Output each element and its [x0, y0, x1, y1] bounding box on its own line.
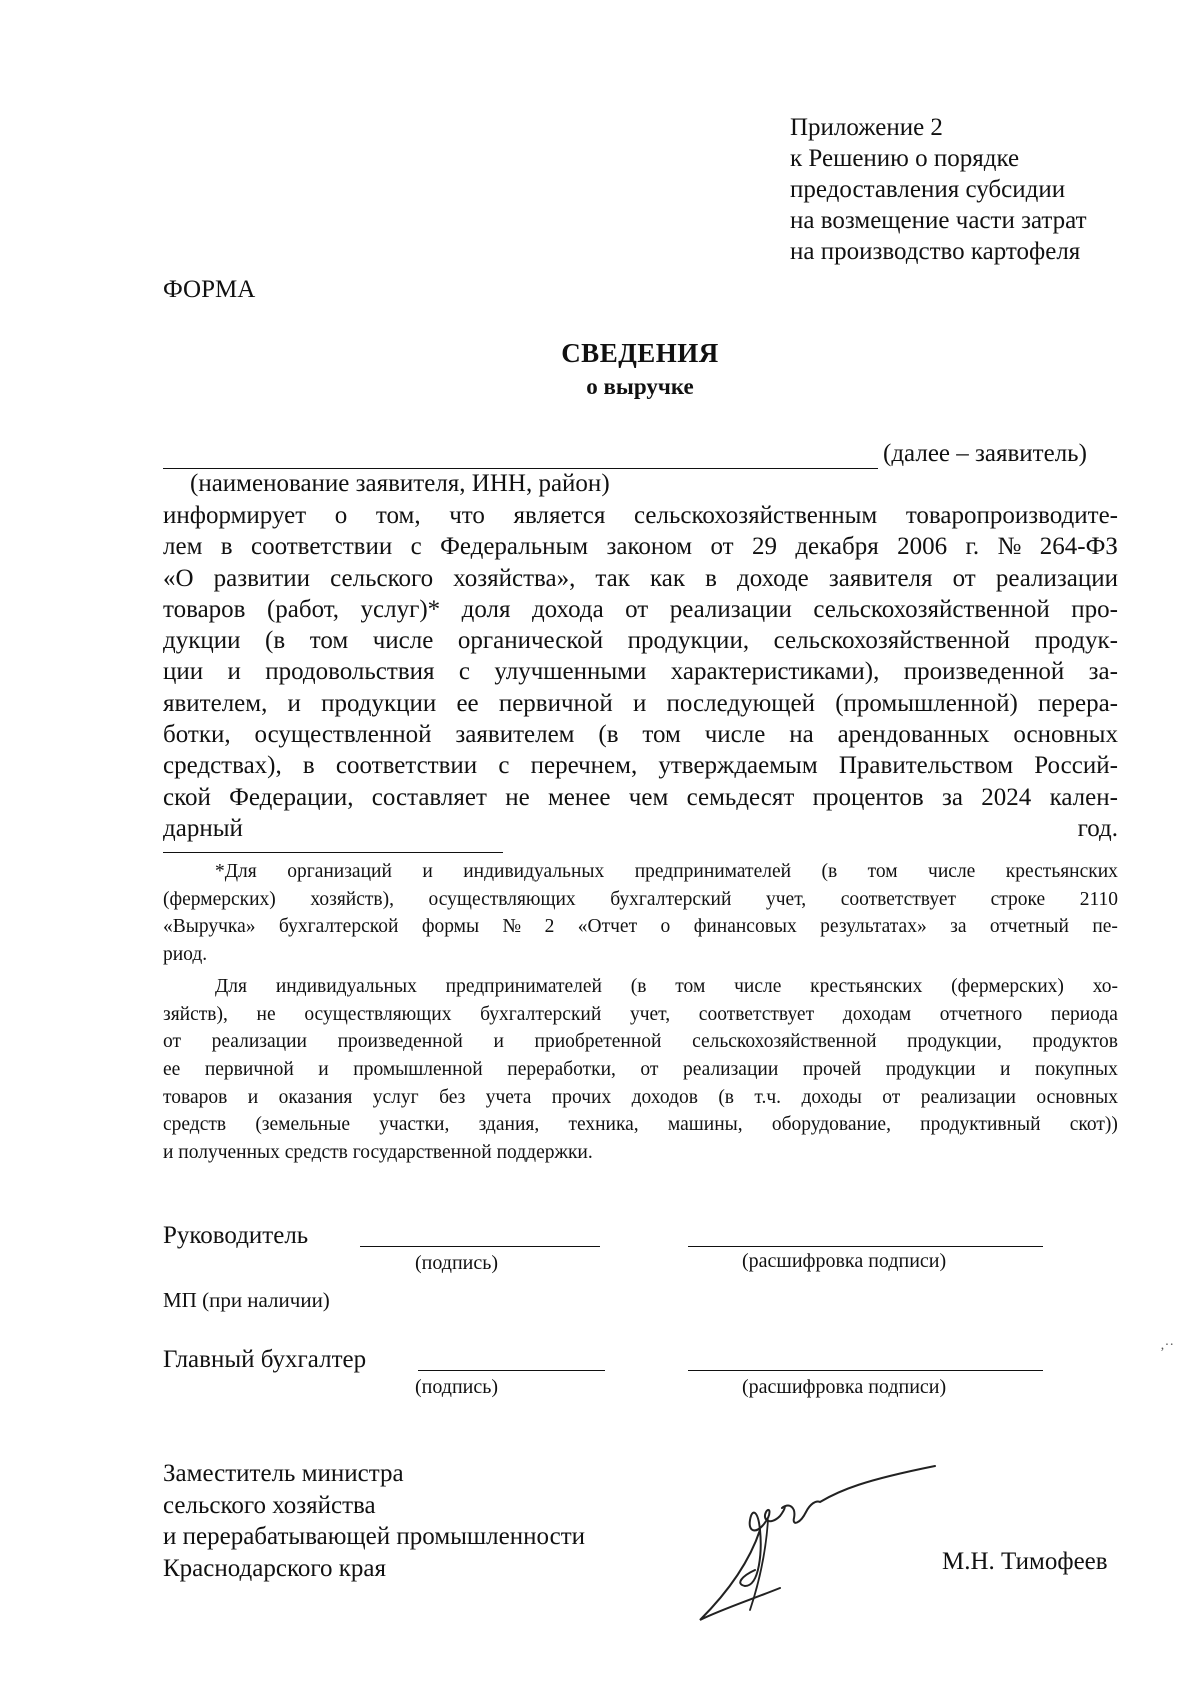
- official-position-line: Краснодарского края: [163, 1554, 386, 1582]
- footnote-line: средств (земельные участки, здания, техника, машины, оборудование, продуктивный скот)): [163, 1114, 1118, 1136]
- footnote-line: и полученных средств государственной поддержки.: [163, 1142, 593, 1164]
- footnote-line: (фермерских) хозяйств), осуществляющих бухгалтерский учет, соответствует строке 2110: [163, 888, 1118, 910]
- applicant-name-blank: [163, 468, 878, 469]
- appendix-line: предоставления субсидии: [790, 176, 1066, 203]
- body-paragraph: [163, 500, 1118, 844]
- body-line: ской Федерации, составляет не менее чем семьдесят процентов за 2024 кален-: [163, 783, 1118, 811]
- official-position: [163, 1458, 585, 1584]
- scan-mark: ‚··: [1160, 1338, 1174, 1353]
- appendix-header: [790, 112, 1087, 267]
- body-line: ции и продовольствия с улучшенными характеристиками), произведенной за-: [163, 658, 1118, 686]
- document-subtitle: о выручке: [586, 374, 694, 399]
- footnote-line: *Для организаций и индивидуальных предпринимателей (в том числе крестьянских: [215, 861, 1118, 882]
- footnote-line: товаров и оказания услуг без учета прочих доходов (в т.ч. доходы от реализации основных: [163, 1086, 1118, 1108]
- stamp-label: МП (при наличии): [163, 1288, 330, 1312]
- footnote-line: ее первичной и промышленной переработки, от реализации прочей продукции и покупных: [163, 1058, 1118, 1080]
- head-decoding-blank: [688, 1246, 1043, 1247]
- body-line: лем в соответствии с Федеральным законом от 29 декабря 2006 г. № 264-ФЗ: [163, 533, 1118, 561]
- body-line: дукции (в том числе органической продукции, сельскохозяйственной продук-: [163, 627, 1118, 655]
- head-signature-hint: (подпись): [415, 1252, 499, 1274]
- appendix-line: на возмещение части затрат: [790, 207, 1087, 234]
- footnote: [163, 858, 1118, 1167]
- accountant-signature-blank: [418, 1370, 605, 1371]
- official-name: М.Н. Тимофеев: [942, 1548, 1108, 1575]
- handwritten-signature: [690, 1460, 950, 1630]
- form-label: ФОРМА: [163, 276, 256, 303]
- body-line: «О развитии сельского хозяйства», так как в доходе заявителя от реализации: [163, 564, 1118, 592]
- accountant-label: Главный бухгалтер: [163, 1346, 367, 1373]
- applicant-suffix: (далее – заявитель): [883, 440, 1087, 467]
- footnote-line: от реализации произведенной и приобретенной сельскохозяйственной продукции, продуктов: [163, 1031, 1118, 1053]
- appendix-line: Приложение 2: [790, 114, 943, 141]
- footnote-line: Для индивидуальных предпринимателей (в том числе крестьянских (фермерских) хо-: [215, 975, 1118, 997]
- official-position-line: Заместитель министра: [163, 1460, 404, 1487]
- document-title: СВЕДЕНИЯ: [561, 338, 719, 368]
- accountant-signature-hint: (подпись): [415, 1376, 499, 1398]
- footnote-line: зяйств), не осуществляющих бухгалтерский учет, соответствует доходам отчетного периода: [163, 1003, 1118, 1025]
- accountant-decoding-hint: (расшифровка подписи): [742, 1376, 947, 1398]
- applicant-hint: (наименование заявителя, ИНН, район): [190, 470, 610, 497]
- body-line: дарный год.: [163, 814, 1118, 842]
- appendix-line: на производство картофеля: [790, 238, 1081, 265]
- body-line: ботки, осуществленной заявителем (в том числе на арендованных основных: [163, 721, 1118, 749]
- appendix-line: к Решению о порядке: [790, 145, 1020, 172]
- official-position-line: сельского хозяйства: [163, 1491, 376, 1519]
- footnote-line: риод.: [163, 944, 208, 966]
- head-decoding-hint: (расшифровка подписи): [742, 1250, 947, 1272]
- body-underline: [163, 852, 503, 853]
- head-signature-blank: [360, 1246, 600, 1247]
- official-position-line: и перерабатывающей промышленности: [163, 1523, 586, 1550]
- head-label: Руководитель: [163, 1222, 309, 1249]
- body-line: товаров (работ, услуг)* доля дохода от реализации сельскохозяйственной про-: [163, 595, 1118, 623]
- accountant-decoding-blank: [688, 1370, 1043, 1371]
- body-line: средствах), в соответствии с перечнем, утверждаемым Правительством Россий-: [163, 752, 1118, 780]
- body-line: информирует о том, что является сельскохозяйственным товаропроизводите-: [163, 502, 1118, 529]
- body-line: явителем, и продукции ее первичной и последующей (промышленной) перера-: [163, 689, 1118, 717]
- footnote-line: «Выручка» бухгалтерской формы № 2 «Отчет о финансовых результатах» за отчетный пе-: [163, 916, 1118, 938]
